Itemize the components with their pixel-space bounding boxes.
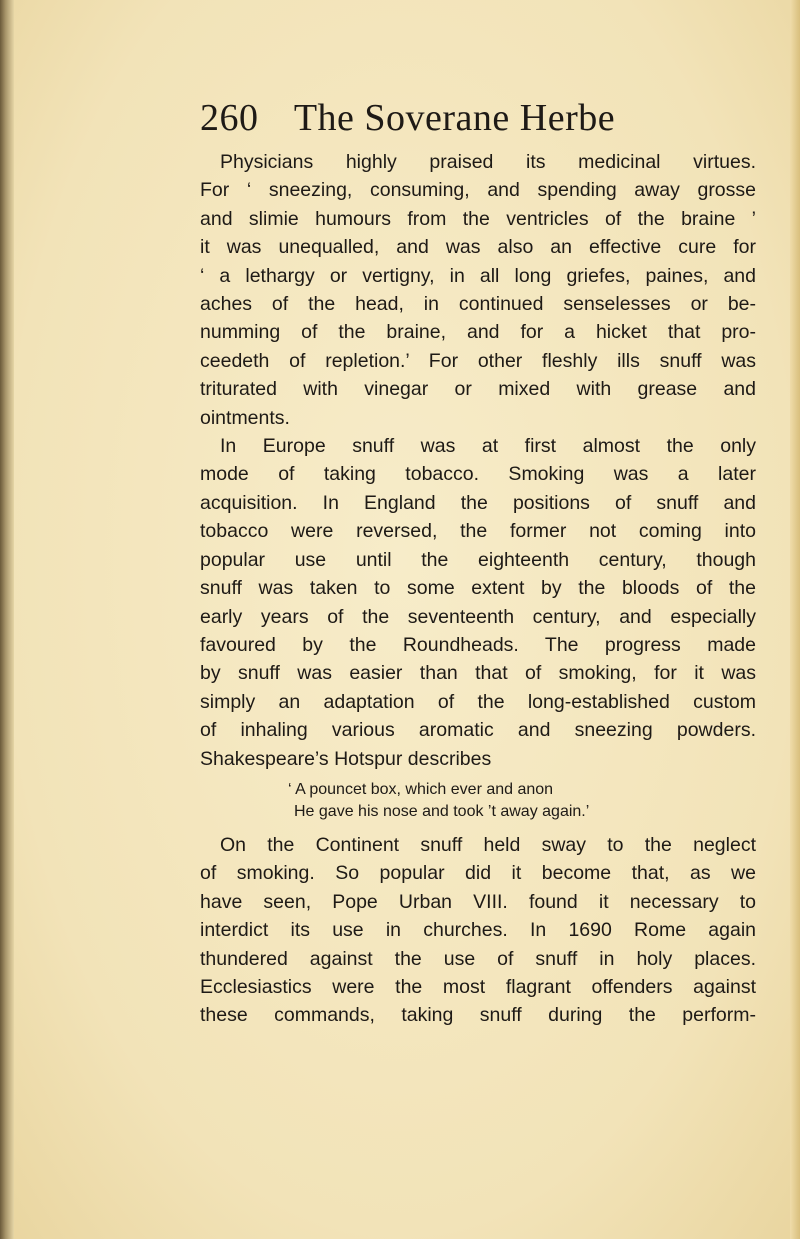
text-line: by snuff was easier than that of smoking, for it was: [200, 662, 756, 685]
text-line: snuff was taken to some extent by the bloods of the: [200, 577, 756, 600]
text-line: In Europe snuff was at first almost the only: [220, 435, 756, 458]
text-line: Physicians highly praised its medicinal virtues.: [220, 151, 756, 173]
text-line: early years of the seventeenth century, and especially: [200, 605, 756, 628]
paragraph-2: [200, 432, 756, 773]
text-line: ointments.: [200, 406, 290, 429]
text-line: of inhaling various aromatic and sneezing powders.: [200, 719, 756, 742]
quote-line: ‘ A pouncet box, which ever and anon: [288, 780, 554, 798]
quote-line: He gave his nose and took ’t away again.’: [294, 802, 590, 820]
text-line: ‘ a lethargy or vertigny, in all long griefes, paines, and: [200, 264, 756, 287]
text-line: simply an adaptation of the long-established custom: [200, 690, 756, 713]
text-line: interdict its use in churches. In 1690 Rome again: [200, 919, 756, 942]
paragraph-1: [200, 148, 756, 432]
text-line: On the Continent snuff held sway to the neglect: [220, 833, 756, 856]
text-line: of smoking. So popular did it become that, as we: [200, 862, 756, 885]
text-line: aches of the head, in continued senselesses or be-: [200, 293, 756, 316]
page-number: 260: [200, 97, 259, 139]
text-line: Shakespeare’s Hotspur describes: [200, 747, 492, 770]
text-line: mode of taking tobacco. Smoking was a later: [200, 463, 756, 486]
text-line: it was unequalled, and was also an effective cure for: [200, 236, 756, 259]
text-line: favoured by the Roundheads. The progress made: [200, 633, 756, 656]
running-title: The Soverane Herbe: [293, 97, 616, 139]
paragraph-3: [200, 831, 756, 1030]
text-line: popular use until the eighteenth century, though: [200, 548, 756, 571]
text-line: ceedeth of repletion.’ For other fleshly ills snuff was: [200, 349, 756, 372]
text-line: Ecclesiastics were the most flagrant offenders against: [200, 975, 756, 998]
text-line: and slimie humours from the ventricles of the braine ’: [200, 207, 756, 230]
text-line: numming of the braine, and for a hicket that pro-: [200, 321, 756, 344]
text-line: tobacco were reversed, the former not coming into: [200, 520, 756, 543]
verse-quotation: [200, 773, 756, 831]
text-line: have seen, Pope Urban VIII. found it necessary to: [200, 890, 756, 913]
page-right-edge: [790, 0, 800, 1239]
text-line: acquisition. In England the positions of snuff and: [200, 491, 756, 514]
text-line: triturated with vinegar or mixed with grease and: [200, 378, 756, 401]
body-text: [200, 148, 756, 1030]
running-header: [200, 96, 615, 140]
page-binding-edge: [0, 0, 14, 1239]
text-line: thundered against the use of snuff in holy places.: [200, 947, 756, 970]
text-line: For ‘ sneezing, consuming, and spending away grosse: [200, 179, 756, 202]
text-line: these commands, taking snuff during the perform-: [200, 1004, 756, 1027]
